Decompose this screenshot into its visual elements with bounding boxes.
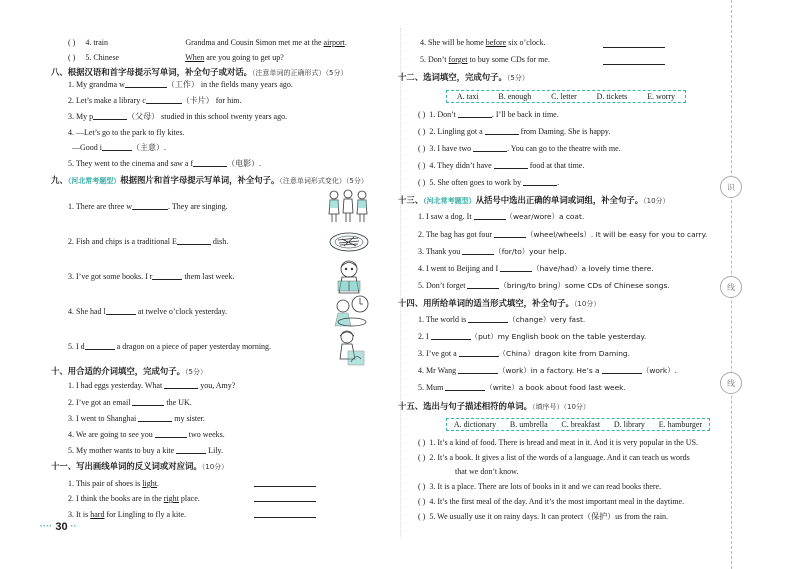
answer-blank[interactable] <box>458 366 498 374</box>
question-line: 5. They went to the cinema and saw a f （电影）. <box>68 159 262 168</box>
question-line: —Good i （主意）. <box>72 143 166 152</box>
answer-blank[interactable] <box>431 332 471 340</box>
girl-reading-picture <box>330 259 368 295</box>
answer-blank[interactable] <box>494 230 526 238</box>
decorative-dots-icon: •• <box>70 524 77 530</box>
section-9-title: 九、（河北常考题型）根据图片和首字母提示写单词，补全句子。（注意单词形式变化）（5分） <box>51 175 368 185</box>
question-line: 4. We are going to see you two weeks. <box>68 430 225 439</box>
fish-and-chips-picture <box>328 229 370 253</box>
question-line: 2. Let’s make a library c （卡片） for him. <box>68 96 242 105</box>
section-15-title: 十五、选出与句子描述相符的单词。（填序号）（10分） <box>398 401 590 411</box>
section-8-title: 八、根据汉语和首字母提示写单词，补全句子或对话。（注意单词的正确形式）（5分） <box>51 67 348 77</box>
question-line: 5. Don’t forget （bring/to bring）some CDs of Chinese songs. <box>418 281 670 290</box>
question-line: 3. I’ve got a （China）dragon kite from Daming. <box>418 349 630 358</box>
answer-blank[interactable] <box>523 178 557 186</box>
question-line: 5. Don’t forget to buy some CDs for me. <box>420 55 550 64</box>
question-line: ( ) 2. Lingling got a from Daming. She is happy. <box>418 127 611 136</box>
question-line: 1. The world is （change）very fast. <box>418 315 586 324</box>
answer-blank[interactable] <box>459 349 499 357</box>
decorative-dots-icon: •••• <box>40 524 53 530</box>
answer-blank[interactable] <box>193 159 227 167</box>
answer-paren[interactable]: ( ) <box>418 512 426 521</box>
question-line: ( ) 3. It is a place. There are lots of books in it and we can read books there. <box>418 482 662 491</box>
answer-blank[interactable] <box>85 342 115 350</box>
question-line: ( ) 5. She often goes to work by . <box>418 178 560 187</box>
word-option: E. hamburger <box>658 420 703 429</box>
question-line: that we don’t know. <box>455 467 519 476</box>
question-line: ( ) 2. It’s a book. It gives a list of the words of a language. And it can teach us words <box>418 453 690 462</box>
section-10-title: 十、用合适的介词填空，完成句子。（5分） <box>51 366 207 376</box>
answer-blank[interactable] <box>458 110 492 118</box>
question-line: ( ) 3. I have two . You can go to the theatre with me. <box>418 144 621 153</box>
question-line: 3. Thank you （for/to）your help. <box>418 247 567 256</box>
answer-paren[interactable]: ( ) <box>418 144 426 153</box>
question-line: 3. I’ve got some books. I r them last week. <box>68 272 235 281</box>
answer-line[interactable] <box>254 517 316 518</box>
answer-blank[interactable] <box>468 315 508 323</box>
singing-children-picture <box>326 188 370 224</box>
answer-blank[interactable] <box>132 202 168 210</box>
answer-blank[interactable] <box>125 80 167 88</box>
question-line: 1. This pair of shoes is light. <box>68 479 159 488</box>
question-line: ( ) 5. We usually use it on rainy days. It can protect（保护）us from the rain. <box>418 512 669 521</box>
answer-blank[interactable] <box>473 144 507 152</box>
question-line: ( ) 1. Don’t . I’ll be back in time. <box>418 110 559 119</box>
answer-paren[interactable]: ( ) <box>418 161 426 170</box>
word-option: E. worry <box>647 92 676 101</box>
answer-blank[interactable] <box>177 237 211 245</box>
question-line: 4. Mr Wang （work）in a factory. He’s a （work）. <box>418 366 677 375</box>
section-12-title: 十二、选词填空，完成句子。（5分） <box>398 72 529 82</box>
answer-line[interactable] <box>603 64 665 65</box>
answer-blank[interactable] <box>152 272 182 280</box>
question-line: 5. My mother wants to buy a kite Lily. <box>68 446 224 455</box>
question-line: 5. I d a dragon on a piece of paper yesterday morning. <box>68 342 272 351</box>
word-option: B. umbrella <box>509 420 548 429</box>
question-line: 4. She had l at twelve o’clock yesterday. <box>68 307 227 316</box>
answer-blank[interactable] <box>155 430 187 438</box>
question-line: ( ) 1. It’s a kind of food. There is bread and meat in it. And it is very popular in the US. <box>418 438 699 447</box>
margin-mark: 线 <box>720 276 742 298</box>
column-divider <box>400 28 401 538</box>
question-line: 2. I’ve got an email the UK. <box>68 398 192 407</box>
section-13-title: 十三、（河北常考题型）从括号中选出正确的单词或词组，补全句子。（10分） <box>398 195 670 205</box>
word-bank <box>446 90 686 103</box>
answer-blank[interactable] <box>602 366 642 374</box>
answer-paren[interactable]: ( ) <box>418 178 426 187</box>
question-line: 1. I had eggs yesterday. What you, Amy? <box>68 381 236 390</box>
match-item: ( ) 4. train Grandma and Cousin Simon met me at the airport. <box>68 38 347 47</box>
word-option: A. taxi <box>456 92 479 101</box>
answer-blank[interactable] <box>102 143 132 151</box>
answer-blank[interactable] <box>106 307 136 315</box>
answer-blank[interactable] <box>462 247 494 255</box>
answer-paren[interactable]: ( ) <box>418 482 426 491</box>
question-line: 1. My grandma w （工作） in the fields many years ago. <box>68 80 293 89</box>
question-line: 3. I went to Shanghai my sister. <box>68 414 205 423</box>
answer-paren[interactable]: ( ) <box>418 497 426 506</box>
answer-blank[interactable] <box>467 281 499 289</box>
answer-blank[interactable] <box>485 127 519 135</box>
answer-paren[interactable]: ( ) <box>418 438 426 447</box>
question-line: 3. It is hard for Lingling to fly a kite. <box>68 510 186 519</box>
match-item: ( ) 5. Chinese When are you going to get up? <box>68 53 284 62</box>
answer-blank[interactable] <box>445 383 485 391</box>
margin-mark: 线 <box>720 372 742 394</box>
section-11-title: 十一、写出画线单词的反义词或对应词。（10分） <box>51 461 229 471</box>
question-line: 2. The bag has got four （wheel/wheels）. It will be easy for you to carry. <box>418 230 708 239</box>
word-option: C. letter <box>551 92 577 101</box>
question-line: 4. I went to Beijing and I （have/had）a lovely time there. <box>418 264 654 273</box>
word-option: D. library <box>613 420 645 429</box>
question-line: 4. She will be home before six o’clock. <box>420 38 546 47</box>
answer-line[interactable] <box>254 501 316 502</box>
word-option: B. enough <box>498 92 532 101</box>
question-line: 2. I （put）my English book on the table yesterday. <box>418 332 647 341</box>
clock-and-lunch-picture <box>330 294 370 330</box>
question-line: 1. I saw a dog. It （wear/wore）a coat. <box>418 212 585 221</box>
section-14-title: 十四、用所给单词的适当形式填空，补全句子。（10分） <box>398 298 601 308</box>
answer-line[interactable] <box>254 486 316 487</box>
page-number: •••• 30 •• <box>40 521 77 533</box>
answer-line[interactable] <box>603 47 665 48</box>
question-line: 1. There are three w . They are singing. <box>68 202 228 211</box>
question-line: 3. My p （父母） studied in this school twenty years ago. <box>68 112 288 121</box>
word-option: A. dictionary <box>453 420 497 429</box>
question-line: ( ) 4. They didn’t have food at that time. <box>418 161 585 170</box>
word-bank <box>446 418 710 431</box>
question-line: 5. Mum （write）a book about food last week. <box>418 383 626 392</box>
answer-blank[interactable] <box>176 446 206 454</box>
girl-drawing-picture <box>330 329 368 369</box>
answer-paren[interactable]: ( ) <box>418 453 426 462</box>
answer-blank[interactable] <box>164 381 198 389</box>
answer-blank[interactable] <box>132 398 164 406</box>
answer-blank[interactable] <box>500 264 532 272</box>
answer-blank[interactable] <box>93 112 127 120</box>
answer-blank[interactable] <box>474 212 506 220</box>
question-line: 4. —Let’s go to the park to fly kites. <box>68 128 185 137</box>
answer-blank[interactable] <box>494 161 528 169</box>
answer-paren[interactable]: ( ) <box>418 110 426 119</box>
question-line: 2. Fish and chips is a traditional E dish. <box>68 237 229 246</box>
question-line: ( ) 4. It’s the first meal of the day. And it’s the most important meal in the daytime. <box>418 497 685 506</box>
word-option: D. tickets <box>596 92 628 101</box>
answer-blank[interactable] <box>138 414 172 422</box>
margin-mark: 识 <box>720 176 742 198</box>
word-option: C. breakfast <box>561 420 601 429</box>
answer-blank[interactable] <box>146 96 182 104</box>
answer-paren[interactable]: ( ) <box>418 127 426 136</box>
question-line: 2. I think the books are in the right place. <box>68 494 200 503</box>
